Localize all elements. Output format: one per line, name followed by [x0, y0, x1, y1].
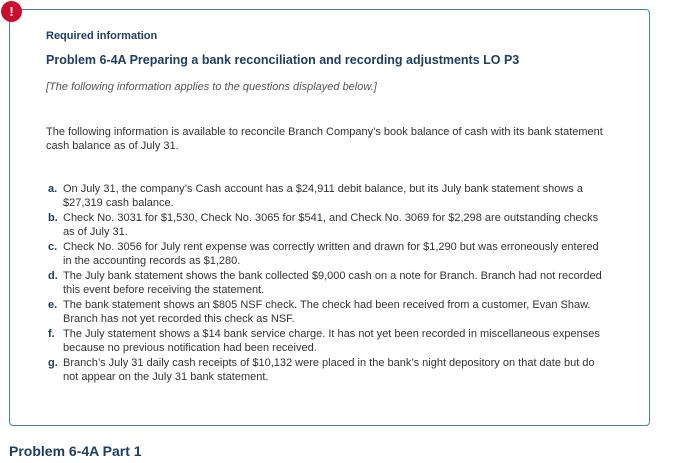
- applies-note: [The following information applies to the questions displayed below.]: [46, 81, 377, 93]
- item-text: Check No. 3031 for $1,530, Check No. 3065 for $541, and Check No. 3069 for $2,298 are outstanding checks as of July 31.: [63, 212, 599, 238]
- required-information-label: Required information: [46, 30, 158, 42]
- item-text: The July bank statement shows the bank collected $9,000 cash on a note for Branch. Branch had not recorded this event before receiving the statement.: [63, 270, 602, 296]
- item-letter: f.: [48, 328, 55, 340]
- item-letter: c.: [48, 241, 58, 253]
- information-list: [48, 182, 608, 385]
- alert-icon: !: [1, 1, 22, 22]
- list-item: [48, 182, 608, 210]
- item-text: On July 31, the company’s Cash account has a $24,911 debit balance, but its July bank statement shows a $27,319 cash balance.: [63, 183, 583, 209]
- list-item: [48, 298, 608, 326]
- intro-paragraph: The following information is available to reconcile Branch Company’s book balance of cash with its bank statement cash balance as of July 31.: [46, 126, 603, 152]
- part-title: Problem 6-4A Part 1: [9, 443, 142, 459]
- list-item: [48, 211, 608, 239]
- item-text: The bank statement shows an $805 NSF check. The check had been received from a customer, Evan Shaw. Branch has not yet recorded this check as NSF.: [63, 299, 591, 325]
- item-text: Check No. 3056 for July rent expense was correctly written and drawn for $1,290 but was erroneously entered in the accounting records as $1,280.: [63, 241, 599, 267]
- list-item: [48, 327, 608, 355]
- required-information-panel: [9, 9, 650, 426]
- item-letter: b.: [48, 212, 58, 224]
- item-letter: a.: [48, 183, 58, 195]
- item-text: The July statement shows a $14 bank service charge. It has not yet been recorded in miscellaneous expenses because no previous notification had been received.: [63, 328, 600, 354]
- list-item: [48, 240, 608, 268]
- item-letter: d.: [48, 270, 58, 282]
- item-text: Branch’s July 31 daily cash receipts of $10,132 were placed in the bank’s night depository on that date but do not appear on the July 31 bank statement.: [63, 357, 595, 383]
- item-letter: e.: [48, 299, 58, 311]
- list-item: [48, 356, 608, 384]
- item-letter: g.: [48, 357, 58, 369]
- list-item: [48, 269, 608, 297]
- problem-title: Problem 6-4A Preparing a bank reconciliation and recording adjustments LO P3: [46, 53, 520, 67]
